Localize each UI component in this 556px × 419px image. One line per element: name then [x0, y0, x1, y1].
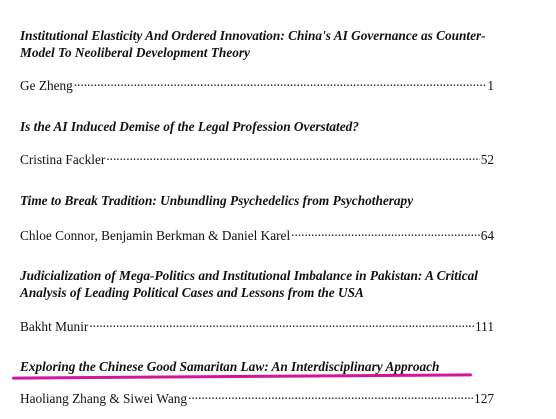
entry-authors: Chloe Connor, Benjamin Berkman & Daniel Karel	[20, 228, 291, 243]
entry-title[interactable]: Judicialization of Mega-Politics and Institutional Imbalance in Pakistan: A Critical Analysis of Leading Political Cases and Lessons from the USA	[20, 268, 478, 300]
entry-authors: Haoliang Zhang & Siwei Wang	[20, 391, 188, 406]
entry-title[interactable]: Time to Break Tradition: Unbundling Psychedelics from Psychotherapy	[20, 193, 414, 208]
entry-title[interactable]: Exploring the Chinese Good Samaritan Law: An Interdisciplinary Approach	[20, 359, 440, 374]
entry-page-number[interactable]: 52	[480, 152, 494, 167]
dot-leader	[106, 147, 479, 164]
entry-authors: Ge Zheng	[20, 78, 73, 93]
entry-page-number[interactable]: 64	[480, 228, 494, 243]
entry-authors: Bakht Munir	[20, 319, 89, 334]
entry-author-line	[20, 223, 494, 244]
entry-title[interactable]: Is the AI Induced Demise of the Legal Profession Overstated?	[20, 119, 359, 134]
entry-page-number[interactable]: 127	[474, 391, 494, 406]
entry-title[interactable]: Institutional Elasticity And Ordered Innovation: China's AI Governance as Counter-Model To Neoliberal Development Theory	[20, 28, 486, 60]
entry-author-line	[20, 314, 494, 335]
dot-leader	[188, 386, 473, 403]
dot-leader	[89, 314, 474, 331]
entry-authors: Cristina Fackler	[20, 152, 106, 167]
entry-author-line	[20, 386, 494, 407]
dot-leader	[74, 73, 487, 90]
entry-author-line	[20, 147, 494, 168]
entry-page-number[interactable]: 111	[475, 319, 494, 334]
entry-page-number[interactable]: 1	[487, 78, 494, 93]
dot-leader	[291, 223, 480, 240]
entry-author-line	[20, 73, 494, 94]
